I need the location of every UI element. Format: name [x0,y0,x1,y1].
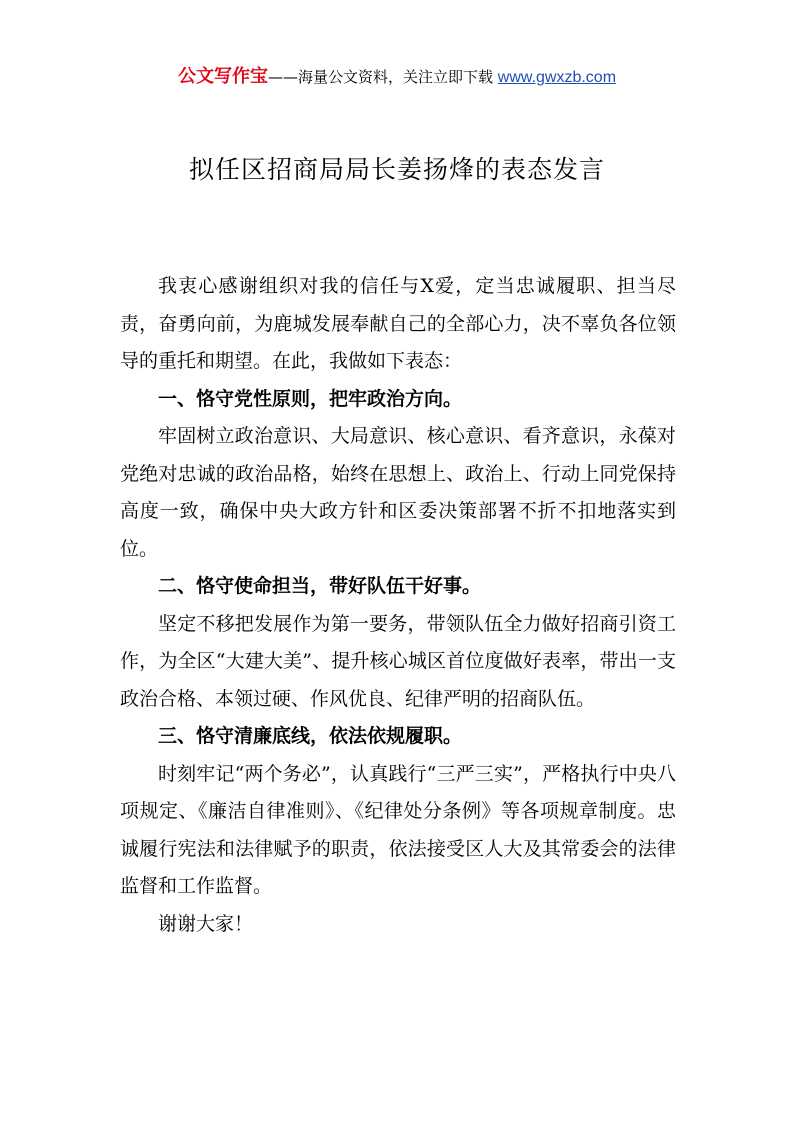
intro-paragraph: 我衷心感谢组织对我的信任与X爱，定当忠诚履职、担当尽责，奋勇向前，为鹿城发展奉献自己的全部心力，决不辜负各位领导的重托和期望。在此，我做如下表态： [120,275,676,372]
header-slogan: ——海量公文资料，关注立即下载 [267,68,493,86]
document-body [120,268,676,943]
page-header [0,64,794,91]
section-paragraph-2: 坚定不移把发展作为第一要务，带领队伍全力做好招商引资工作，为全区“大建大美”、提升核心城区首位度做好表率，带出一支政治合格、本领过硬、作风优良、纪律严明的招商队伍。 [120,612,676,710]
section-heading-2: 二、恪守使命担当，带好队伍干好事。 [158,575,482,597]
website-link[interactable]: www.gwxzb.com [497,69,617,86]
closing-paragraph: 谢谢大家！ [158,912,254,935]
section-heading-3: 三、恪守清廉底线，依法依规履职。 [158,725,463,747]
section-paragraph-1: 牢固树立政治意识、大局意识、核心意识、看齐意识，永葆对党绝对忠诚的政治品格，始终在思想上、政治上、行动上同党保持高度一致，确保中央大政方针和区委决策部署不折不扣地落实到位。 [120,425,676,560]
section-paragraph-3: 时刻牢记“两个务必”，认真践行“三严三实”，严格执行中央八项规定、《廉洁自律准则》、《纪律处分条例》等各项规章制度。忠诚履行宪法和法律赋予的职责，依法接受区人大及其常委会的法律监督和工作监督。 [120,762,676,897]
section-heading-1: 一、恪守党性原则，把牢政治方向。 [158,387,463,410]
document-title: 拟任区招商局局长姜扬烽的表态发言 [188,155,605,184]
brand-name: 公文写作宝 [177,66,268,87]
